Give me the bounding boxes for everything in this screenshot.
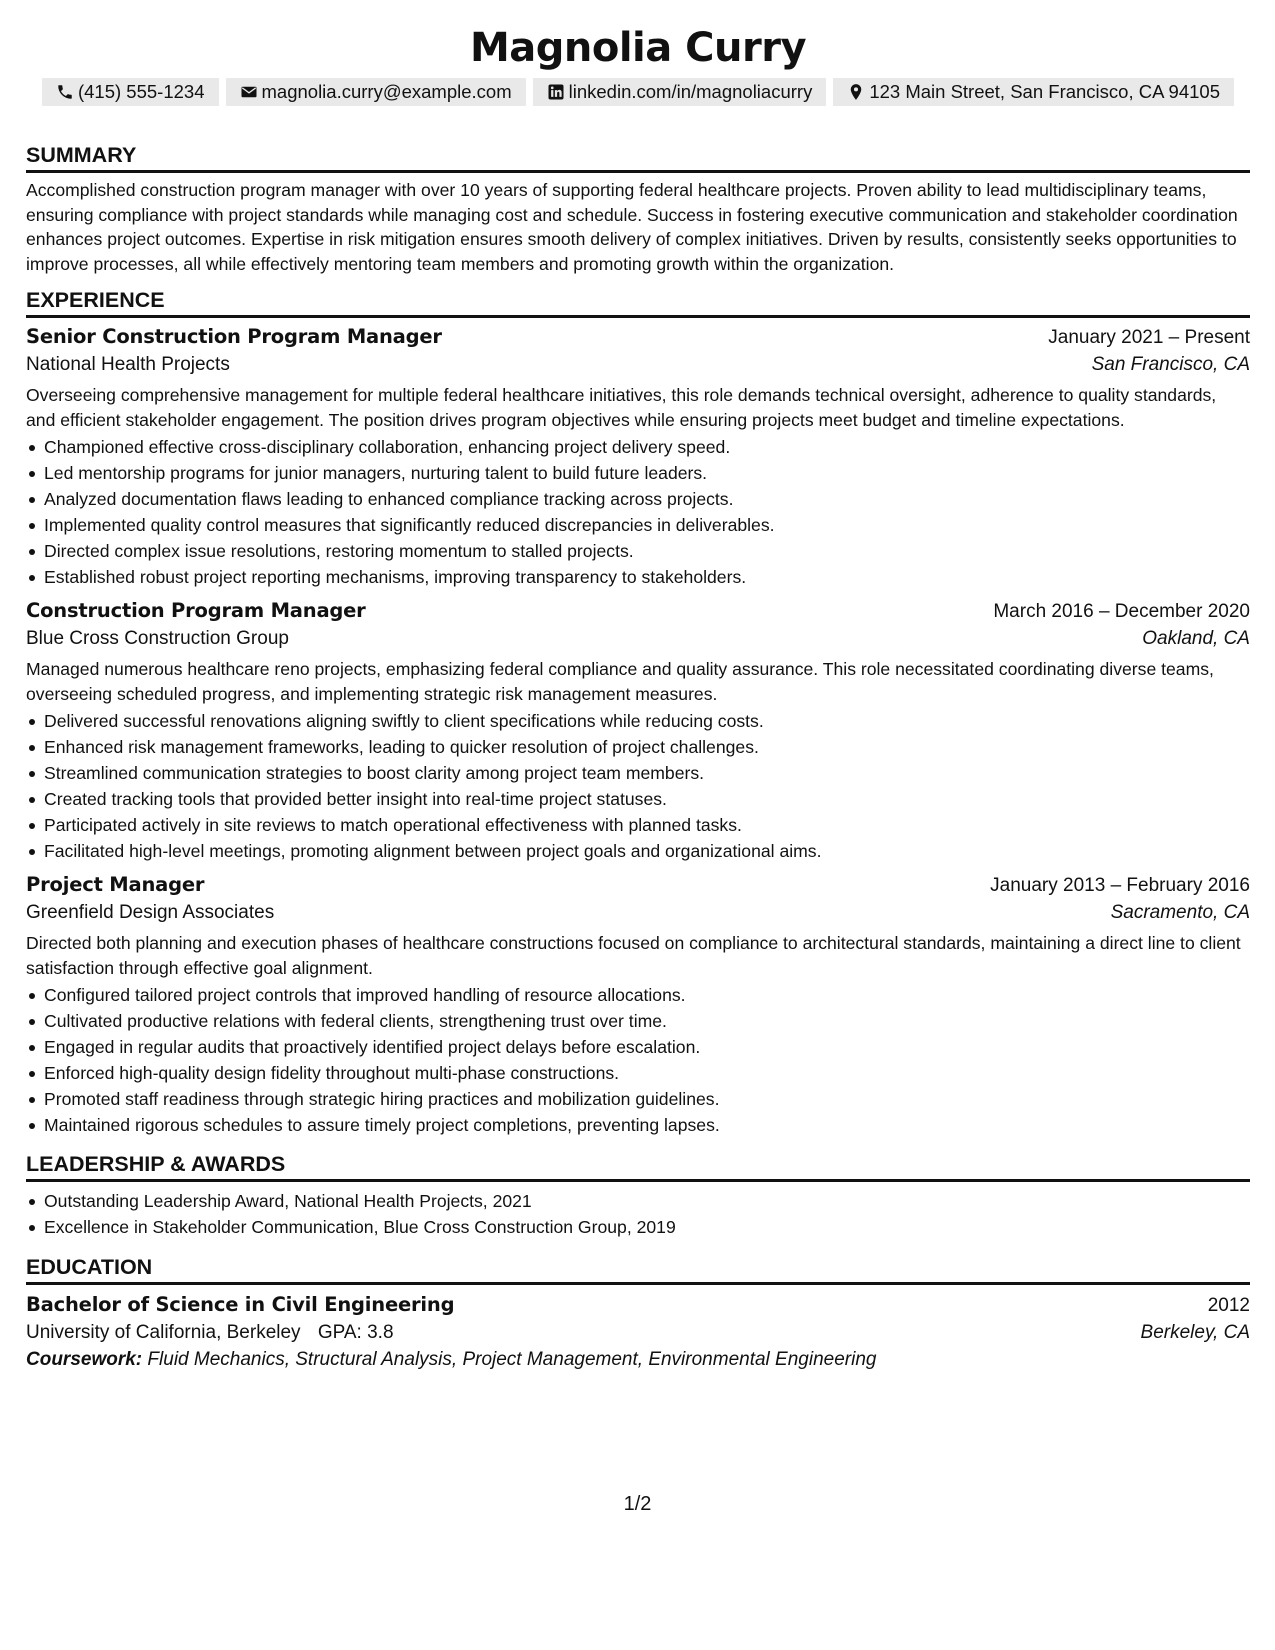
address-text: 123 Main Street, San Francisco, CA 94105	[869, 81, 1220, 102]
list-item: Delivered successful renovations aligning swiftly to client specifications while reducing costs.	[44, 708, 1250, 734]
list-item: Engaged in regular audits that proactively identified project delays before escalation.	[44, 1034, 1250, 1060]
page-number: 1/2	[623, 1493, 652, 1515]
job-bullets	[26, 434, 1250, 590]
list-item: Enforced high-quality design fidelity throughout multi-phase constructions.	[44, 1060, 1250, 1086]
education-section	[26, 1255, 1250, 1371]
phone-text: (415) 555-1234	[77, 81, 205, 102]
job-company: Blue Cross Construction Group	[26, 628, 289, 649]
awards-list	[26, 1188, 1250, 1240]
list-item: Analyzed documentation flaws leading to enhanced compliance tracking across projects.	[44, 486, 1250, 512]
list-item: Enhanced risk management frameworks, leading to quicker resolution of project challenges.	[44, 734, 1250, 760]
job-description: Managed numerous healthcare reno projects, emphasizing federal compliance and quality assurance. This role necessitated coordinating diverse teams, overseeing scheduled progress, and implementing strategic risk management measures.	[26, 659, 1214, 704]
contact-linkedin[interactable]	[533, 78, 827, 106]
job-dates: January 2021 – Present	[1048, 327, 1250, 348]
envelope-icon	[240, 83, 258, 101]
section-title-leadership: LEADERSHIP & AWARDS	[26, 1152, 1250, 1182]
list-item: Excellence in Stakeholder Communication, Blue Cross Construction Group, 2019	[44, 1214, 1250, 1240]
job-title: Construction Program Manager	[26, 599, 366, 622]
job-company: National Health Projects	[26, 354, 230, 375]
job-company: Greenfield Design Associates	[26, 902, 275, 923]
list-item: Implemented quality control measures that significantly reduced discrepancies in deliverables.	[44, 512, 1250, 538]
list-item: Participated actively in site reviews to match operational effectiveness with planned tasks.	[44, 812, 1250, 838]
contact-email[interactable]	[226, 78, 526, 106]
contact-bar	[26, 78, 1250, 106]
contact-phone[interactable]	[42, 78, 219, 106]
section-title-experience: EXPERIENCE	[26, 288, 1250, 318]
job-description: Directed both planning and execution phases of healthcare constructions focused on compliance to architectural standards, maintaining a direct line to client satisfaction through effective goal alignment.	[26, 933, 1241, 978]
contact-address[interactable]	[833, 78, 1234, 106]
job-entry	[26, 325, 1250, 590]
job-dates: March 2016 – December 2020	[993, 601, 1250, 622]
coursework-label: Coursework:	[26, 1349, 143, 1370]
degree-title: Bachelor of Science in Civil Engineering	[26, 1293, 455, 1316]
list-item: Championed effective cross-disciplinary collaboration, enhancing project delivery speed.	[44, 434, 1250, 460]
experience-section	[26, 288, 1250, 1138]
job-title: Senior Construction Program Manager	[26, 325, 442, 348]
coursework	[26, 1349, 1250, 1371]
email-text: magnolia.curry@example.com	[261, 81, 512, 102]
linkedin-text: linkedin.com/in/magnoliacurry	[568, 81, 813, 102]
job-bullets	[26, 982, 1250, 1138]
list-item: Outstanding Leadership Award, National Health Projects, 2021	[44, 1188, 1250, 1214]
summary-text: Accomplished construction program manager with over 10 years of supporting federal healthcare projects. Proven ability to lead multidisciplinary teams, ensuring compliance with project standards while managing cost and schedule. Success in fostering executive communication and stakeholder coordination enhances project outcomes. Expertise in risk mitigation ensures smooth delivery of complex initiatives. Driven by results, consistently seeks opportunities to improve processes, all while effectively mentoring team members and promoting growth within the organization.	[26, 180, 1238, 274]
list-item: Established robust project reporting mechanisms, improving transparency to stakeholders.	[44, 564, 1250, 590]
phone-icon	[56, 83, 74, 101]
leadership-section	[26, 1152, 1250, 1240]
school-name: University of California, Berkeley	[26, 1322, 301, 1343]
list-item: Cultivated productive relations with federal clients, strengthening trust over time.	[44, 1008, 1250, 1034]
section-title-education: EDUCATION	[26, 1255, 1250, 1285]
resume-page	[26, 22, 1250, 1371]
list-item: Directed complex issue resolutions, restoring momentum to stalled projects.	[44, 538, 1250, 564]
job-bullets	[26, 708, 1250, 864]
job-dates: January 2013 – February 2016	[990, 875, 1250, 896]
list-item: Maintained rigorous schedules to assure timely project completions, preventing lapses.	[44, 1112, 1250, 1138]
degree-year: 2012	[1207, 1295, 1250, 1316]
job-description: Overseeing comprehensive management for multiple federal healthcare initiatives, this role demands technical oversight, adherence to quality standards, and efficient stakeholder engagement. The position drives program objectives while ensuring projects meet budget and timeline expectations.	[26, 385, 1217, 430]
job-entry	[26, 599, 1250, 864]
linkedin-icon	[547, 83, 565, 101]
school-location: Berkeley, CA	[1140, 1322, 1250, 1343]
map-pin-icon	[847, 83, 865, 101]
coursework-list: Fluid Mechanics, Structural Analysis, Project Management, Environmental Engineering	[147, 1349, 877, 1370]
candidate-name: Magnolia Curry	[469, 25, 807, 71]
job-title: Project Manager	[26, 873, 205, 896]
job-location: Oakland, CA	[1142, 628, 1250, 649]
job-location: San Francisco, CA	[1091, 354, 1250, 375]
job-entry	[26, 873, 1250, 1138]
list-item: Facilitated high-level meetings, promoting alignment between project goals and organizational aims.	[44, 838, 1250, 864]
list-item: Promoted staff readiness through strategic hiring practices and mobilization guidelines.	[44, 1086, 1250, 1112]
list-item: Configured tailored project controls that improved handling of resource allocations.	[44, 982, 1250, 1008]
list-item: Streamlined communication strategies to boost clarity among project team members.	[44, 760, 1250, 786]
list-item: Created tracking tools that provided better insight into real-time project statuses.	[44, 786, 1250, 812]
list-item: Led mentorship programs for junior managers, nurturing talent to build future leaders.	[44, 460, 1250, 486]
gpa: GPA: 3.8	[317, 1322, 394, 1343]
section-title-summary: SUMMARY	[26, 143, 1250, 173]
job-location: Sacramento, CA	[1110, 902, 1250, 923]
summary-section	[26, 143, 1250, 276]
